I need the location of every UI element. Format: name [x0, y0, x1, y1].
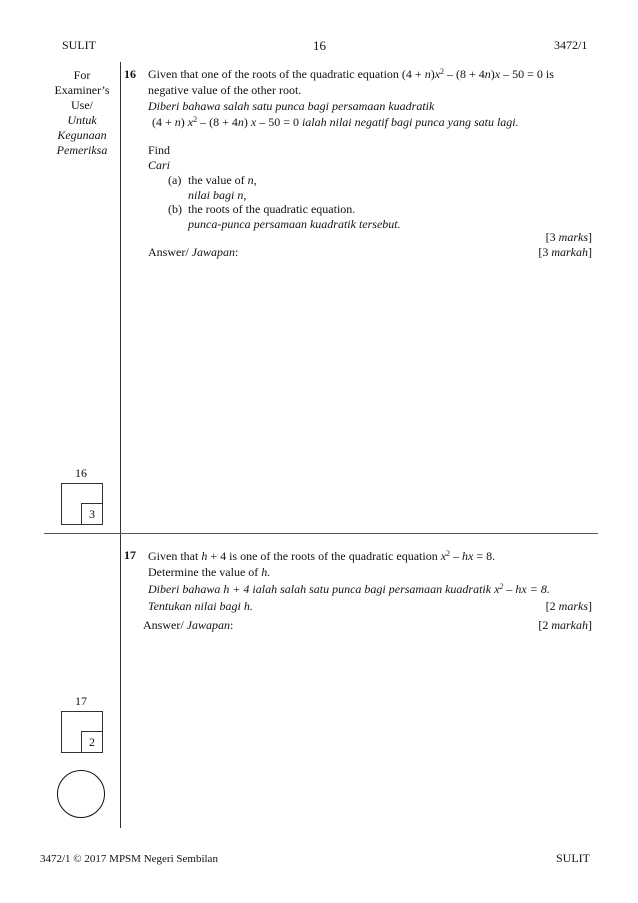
text: = 8.: [473, 549, 496, 563]
text: ]: [588, 230, 592, 244]
var-h: h: [201, 549, 208, 563]
q16-markbox: [61, 483, 103, 525]
q16-part-a-label: (a): [168, 173, 182, 187]
var-x: x: [434, 67, 441, 81]
text: Determine the value of: [148, 565, 262, 579]
total-marks-circle: [57, 770, 105, 818]
var-hx: hx: [462, 549, 474, 563]
text: – (8 + 4: [197, 115, 238, 129]
text: marks: [558, 230, 588, 244]
q16-part-a-english: [188, 173, 257, 188]
text: Answer/: [143, 618, 187, 632]
q16-number: 16: [124, 67, 136, 81]
text: (4 +: [152, 115, 175, 129]
examiner-line-use: Use/: [71, 98, 93, 112]
text: Jawapan: [186, 618, 231, 632]
var-x: x: [187, 115, 194, 129]
var-n: n: [484, 67, 491, 81]
exponent: 2: [499, 582, 504, 591]
q16-marks-malay: [538, 245, 592, 260]
text: –: [450, 549, 463, 563]
question-separator: [44, 533, 598, 534]
examiner-line-untuk: Untuk: [67, 113, 97, 127]
footer-sulit: SULIT: [556, 851, 590, 865]
examiner-line-for: For: [73, 68, 91, 82]
var-x: x: [250, 115, 257, 129]
text: the value of: [188, 173, 248, 187]
text: [2: [538, 618, 552, 632]
var-x: x: [440, 549, 447, 563]
text: ]: [588, 245, 592, 259]
q16-markbox-marks: 3: [81, 503, 103, 525]
examiner-line-examiners: Examiner’s: [54, 83, 110, 97]
text: [2: [545, 599, 559, 613]
text: :: [235, 245, 239, 259]
q16-part-b-malay: punca-punca persamaan kuadratik tersebut.: [188, 217, 401, 231]
q16-marks-english: [546, 230, 592, 245]
text: ): [243, 115, 251, 129]
header-sulit: SULIT: [62, 38, 96, 52]
q17-markbox-marks: 2: [81, 731, 103, 753]
text: Given that: [148, 549, 202, 563]
text: Jawapan: [191, 245, 236, 259]
q16-markbox-label: 16: [75, 466, 87, 480]
text: markah: [551, 245, 588, 259]
q16-malay-line1: Diberi bahawa salah satu punca bagi persamaan kuadratik: [148, 99, 435, 113]
q16-find: Find: [148, 143, 171, 157]
q17-markbox-label: 17: [75, 694, 87, 708]
text: ): [430, 67, 435, 81]
var-x: x: [494, 582, 500, 596]
q17-marks-english: [546, 599, 592, 614]
text: ]: [588, 618, 592, 632]
text: ): [490, 67, 495, 81]
text: – 50 = 0: [256, 115, 302, 129]
text: + 4 is one of the roots of the quadratic equation: [207, 549, 441, 563]
q16-part-a-malay: nilai bagi n,: [188, 188, 247, 202]
text: markah: [551, 618, 588, 632]
q17-english-line2: [148, 565, 270, 580]
exponent: 2: [193, 115, 198, 124]
text: Given that one of the roots of the quadratic equation (4 +: [148, 67, 425, 81]
text: Diberi bahawa h + 4 ialah salah satu punca bagi persamaan kuadratik: [148, 582, 495, 596]
examiner-line-pemeriksa: Pemeriksa: [56, 143, 108, 157]
q16-answer-label: [148, 245, 238, 260]
text: [3: [538, 245, 552, 259]
text: marks: [558, 599, 588, 613]
text: ): [180, 115, 188, 129]
text: Answer/: [148, 245, 192, 259]
exponent: 2: [446, 549, 451, 558]
q17-marks-malay: [538, 618, 592, 633]
q17-english-line1: [148, 549, 495, 564]
q16-malay-line2: [152, 115, 519, 130]
text: – hx = 8.: [503, 582, 550, 596]
page-number: 16: [313, 38, 326, 53]
paper-code: 3472/1: [554, 38, 588, 52]
q17-number: 17: [124, 548, 136, 562]
text: – (8 + 4: [444, 67, 485, 81]
var-h: h.: [261, 565, 271, 579]
q17-markbox: [61, 711, 103, 753]
margin-divider: [120, 62, 121, 828]
var-n: n: [424, 67, 431, 81]
var-x: x: [494, 67, 501, 81]
footer-copyright: 3472/1 © 2017 MPSM Negeri Sembilan: [40, 853, 218, 865]
text: ialah nilai negatif bagi punca yang satu lagi.: [301, 115, 519, 129]
var-n: n: [174, 115, 181, 129]
var-n: n,: [247, 173, 257, 187]
text: ]: [588, 599, 592, 613]
q16-english-line1: [148, 67, 554, 82]
q17-answer-label: [143, 618, 233, 633]
examiner-use-label: [44, 68, 120, 158]
examiner-line-kegunaan: Kegunaan: [57, 128, 107, 142]
q16-cari: Cari: [148, 158, 171, 172]
q16-part-b-label: (b): [168, 202, 182, 216]
text: :: [230, 618, 234, 632]
q17-malay-line1: [148, 582, 550, 597]
exponent: 2: [440, 67, 445, 76]
text: [3: [545, 230, 559, 244]
q16-part-b-english: the roots of the quadratic equation.: [188, 202, 356, 216]
q16-english-line2: negative value of the other root.: [148, 83, 302, 97]
text: – 50 = 0 is: [500, 67, 554, 81]
var-n: n: [237, 115, 244, 129]
q17-malay-line2: Tentukan nilai bagi h.: [148, 599, 253, 613]
